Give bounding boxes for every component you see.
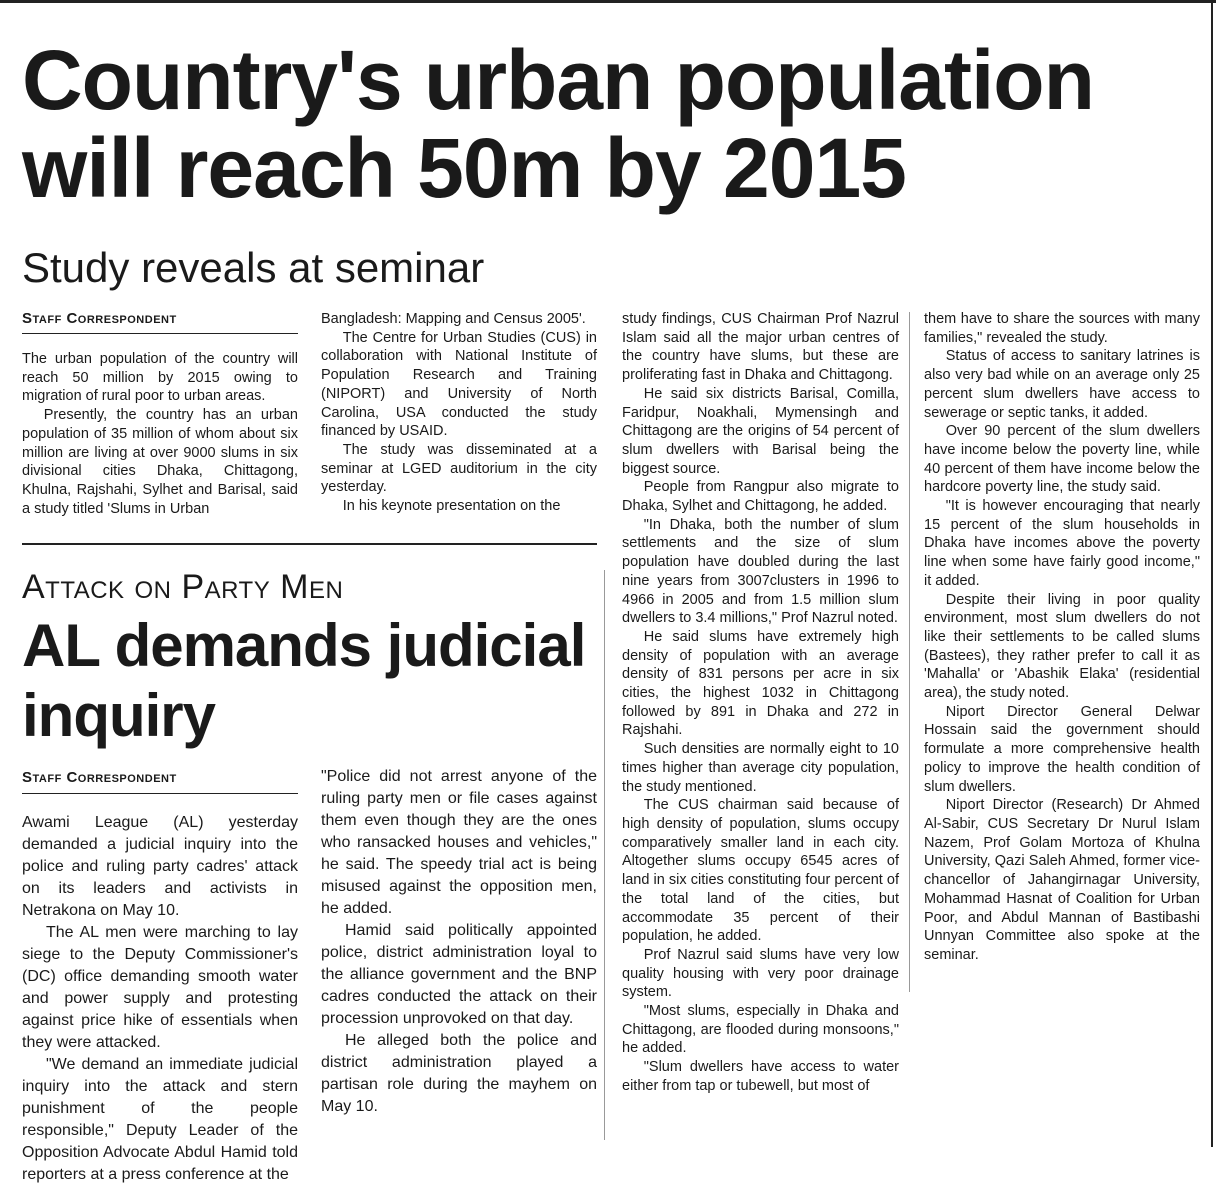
story1-byline: Staff Correspondent bbox=[22, 310, 177, 327]
story2-column-1 bbox=[22, 812, 298, 1183]
story-separator-rule bbox=[22, 543, 597, 545]
story1-col4-paragraph: Over 90 percent of the slum dwellers have income below the poverty line, while 40 percent of them have income below the hardcore poverty line, the study said. bbox=[924, 423, 1200, 496]
story1-col4-paragraph: Status of access to sanitary latrines is also very bad while on an average only 25 percent slum dwellers have access to sewerage or septic tanks, it added. bbox=[924, 348, 1200, 421]
right-frame-rule bbox=[1211, 0, 1213, 1147]
story1-column-2 bbox=[321, 310, 597, 516]
story2-col1-paragraph: Awami League (AL) yesterday demanded a judicial inquiry into the police and ruling party cadres' attack on its leaders and activists in Netrakona on May 10. bbox=[22, 814, 298, 919]
story1-col4-paragraph: Despite their living in poor quality environment, most slum dwellers do not like their settlements to be called slums (Bastees), they rather prefer to call it as 'Mahalla' or 'Abashik Elaka' (residential area), the study noted. bbox=[924, 591, 1200, 702]
story1-col1-paragraph: The urban population of the country will reach 50 million by 2015 owing to migration of rural poor to urban areas. bbox=[22, 351, 298, 405]
story1-col4-paragraph: them have to share the sources with many families," revealed the study. bbox=[924, 311, 1200, 346]
story2-byline: Staff Correspondent bbox=[22, 769, 177, 786]
story1-col3-paragraph: Such densities are normally eight to 10 times higher than average city population, the study mentioned. bbox=[622, 741, 899, 795]
story1-col3-paragraph: Prof Nazrul said slums have very low quality housing with very poor drainage system. bbox=[622, 946, 899, 1001]
story1-column-3 bbox=[622, 310, 899, 1096]
story1-col2-paragraph: The Centre for Urban Studies (CUS) in collaboration with National Institute of Population Research and Training (NIPORT) and University of North Carolina, USA conducted the study financed by USAID. bbox=[321, 329, 597, 440]
story1-headline-line2: will reach 50m by 2015 bbox=[22, 121, 906, 215]
story1-col3-paragraph: He said slums have extremely high density of population with an average density of 831 persons per acre in six cities, the highest 1032 in Chittagong followed by 891 in Dhaka and 272 in Rajshahi. bbox=[622, 628, 899, 739]
story2-headline-line1: AL demands judicial bbox=[22, 612, 586, 679]
story2-column-2 bbox=[321, 766, 597, 1147]
story2-headline-line2: inquiry bbox=[22, 682, 216, 749]
story1-col1-paragraph: Presently, the country has an urban population of 35 million of whom about six million are living at over 9000 slums in six divisional cities Dhaka, Chittagong, Khulna, Rajshahi, Sylhet and Barisal, said a study titled 'Slums in Urban bbox=[22, 407, 298, 517]
story1-col3-paragraph: study findings, CUS Chairman Prof Nazrul Islam said all the major urban centres of the country have slums, but these are proliferating fast in Dhaka and Chittagong. bbox=[622, 311, 899, 384]
story2-col2-paragraph: Hamid said politically appointed police, district administration loyal to the alliance government and the BNP cadres conducted the attack on their procession unprovoked on that day. bbox=[321, 922, 597, 1027]
story2-byline-rule bbox=[22, 793, 298, 794]
story1-col3-paragraph: "Slum dwellers have access to water either from tap or tubewell, but most of bbox=[622, 1059, 899, 1094]
story1-col4-paragraph: Niport Director General Delwar Hossain said the government should formulate a more comprehensive health policy to improve the health condition of slum dwellers. bbox=[924, 703, 1200, 795]
story1-col3-paragraph: People from Rangpur also migrate to Dhaka, Sylhet and Chittagong, he added. bbox=[622, 479, 899, 515]
story2-col1-paragraph: The AL men were marching to lay siege to the Deputy Commissioner's (DC) office demanding smooth water and power supply and protesting against price hike of essentials when they were attacked. bbox=[22, 924, 298, 1051]
column-divider bbox=[909, 312, 910, 992]
story1-byline-rule bbox=[22, 333, 298, 334]
story1-col4-paragraph: Niport Director (Research) Dr Ahmed Al-Sabir, CUS Secretary Dr Nurul Islam Nazem, Prof Golam Mortoza of Khulna University, Qazi Saleh Ahmed, former vice-chancellor of Jahangirnagar University, Mohammad Hasnat of Coalition for Urban Poor, and Abdul Mannan of Bastibashi Unnyan Committee also spoke at the seminar. bbox=[924, 797, 1200, 963]
story1-subhead: Study reveals at seminar bbox=[22, 244, 485, 291]
story1-col3-paragraph: The CUS chairman said because of high density of population, slums occupy comparatively smaller land in each city. Altogether slums occupy 6545 acres of land in six cities constituting four percent of the total land of the cities, but accommodate 35 percent of their population, he added. bbox=[622, 797, 899, 945]
story1-column-4 bbox=[924, 310, 1200, 965]
top-border-rule bbox=[0, 0, 1216, 3]
story2-headline bbox=[22, 614, 597, 754]
story2-kicker: Attack on Party Men bbox=[22, 568, 344, 606]
story2-col2-paragraph: He alleged both the police and district administration played a partisan role during the mayhem on May 10. bbox=[321, 1032, 597, 1115]
story1-col4-paragraph: "It is however encouraging that nearly 15 percent of the slum households in Dhaka have incomes above the poverty line when some have fairly good income," it added. bbox=[924, 498, 1200, 589]
story1-col2-paragraph: In his keynote presentation on the bbox=[342, 498, 561, 515]
story1-col2-paragraph: Bangladesh: Mapping and Census 2005'. bbox=[321, 311, 586, 327]
story1-col2-paragraph: The study was disseminated at a seminar at LGED auditorium in the city yesterday. bbox=[321, 441, 597, 496]
column-divider bbox=[604, 570, 605, 1140]
story1-col3-paragraph: "Most slums, especially in Dhaka and Chittagong, are flooded during monsoons," he added. bbox=[622, 1003, 899, 1057]
story2-col1-paragraph: "We demand an immediate judicial inquiry into the attack and stern punishment of the people responsible," Deputy Leader of the Opposition Advocate Abdul Hamid told reporters at a press conference at the bbox=[22, 1056, 298, 1183]
story1-headline bbox=[22, 33, 1202, 215]
story1-headline-line1: Country's urban population bbox=[22, 33, 1094, 127]
story1-col3-paragraph: He said six districts Barisal, Comilla, Faridpur, Noakhali, Mymensingh and Chittagong are the origins of 54 percent of slum dwellers with Barisal being the biggest source. bbox=[622, 385, 899, 477]
story1-col3-paragraph: "In Dhaka, both the number of slum settlements and the size of slum population have doubled during the last nine years from 3007clusters in 1996 to 4966 in 2005 and from 1.5 million slum dwellers to 3.4 millions," Prof Nazrul noted. bbox=[622, 516, 899, 627]
story1-column-1 bbox=[22, 350, 298, 518]
story2-col2-paragraph: "Police did not arrest anyone of the ruling party men or file cases against them even though they are the ones who ransacked houses and vehicles," he said. The speedy trial act is being misused against the opposition men, he added. bbox=[321, 768, 597, 917]
